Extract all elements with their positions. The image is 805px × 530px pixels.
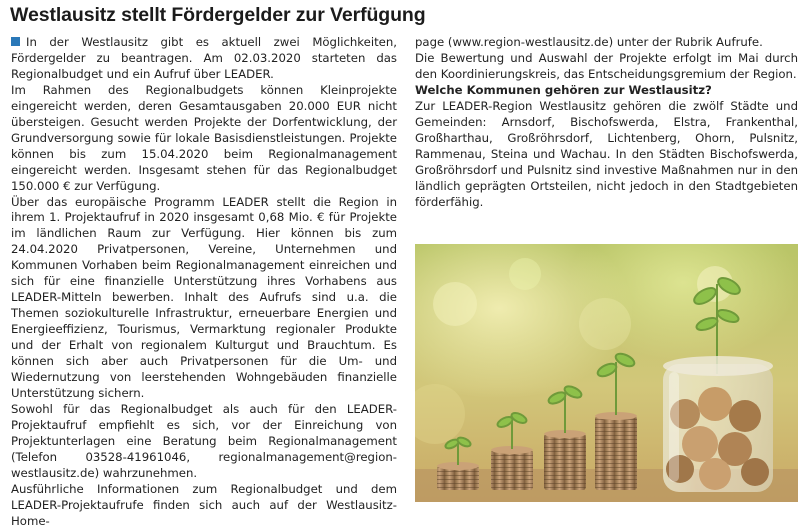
body-paragraph-leader: Über das europäische Programm LEADER stellt die Region in ihrem 1. Projektaufruf in 2020 insgesamt 0,68 Mio. € für Projekte im ländlichen Raum zur Verfügung. Hier können bis zum 24.04.2020 Privatpersonen, Vereine, Unternehmen und Kommunen Vorhaben beim Regionalmanagement einreichen und sich für eine finanzielle Unterstützung ihres Vorhabens aus LEADER-Mitteln bewerben. Inhalt des Aufrufs sind u.a. die Themen soziokulturelle Infrastruktur, erneuerbare Energien und Energieeffizienz, Tourismus, Vermarktung regionaler Produkte und der Erhalt von regionalem Kulturgut und Brauchtum. Es können sich aber auch Privatpersonen für die Um- und Wiedernutzung von leerstehenden Wohngebäuden finanzielle Unterstützung sichern. <box>11 194 397 400</box>
body-paragraph-informationen: Ausführliche Informationen zum Regionalbudget und dem LEADER-Projektaufrufe finden sich auch auf der Westlausitz-Home- <box>11 481 397 528</box>
body-paragraph-regionalbudget: Im Rahmen des Regionalbudgets können Kleinprojekte eingereicht werden, deren Gesamtausgaben 20.000 EUR nicht übersteigen. Gesucht werden Projekte der Dorfentwicklung, der Grundversorgung sowie für lokale Basisdienstleistungen. Projekte können bis zum 15.04.2020 beim Regionalmanagement eingereicht werden. Insgesamt stehen für das Regionalbudget 150.000 € zur Verfügung. <box>11 82 397 193</box>
coin-stack-1 <box>437 462 479 490</box>
article-photo-coin-stacks <box>415 244 798 502</box>
coin-stack-3 <box>544 430 586 490</box>
article-column-right <box>415 35 798 210</box>
body-paragraph-kommunen: Zur LEADER-Region Westlausitz gehören die zwölf Städte und Gemeinden: Arnsdorf, Bischofswerda, Elstra, Frankenthal, Großharthau, Großröhrsdorf, Lichtenberg, Ohorn, Pulsnitz, Rammenau, Steina und Wachau. In den Städten Bischofswerda, Großröhrsdorf und Pulsnitz sind investive Maßnahmen nur in den ländlich geprägten Ortsteilen, nicht jedoch in den Stadtgebieten förderfähig. <box>415 98 798 209</box>
body-paragraph-beratung: Sowohl für das Regionalbudget als auch für den LEADER-Projektaufruf empfiehlt es sich, vor der Einreichung von Projektunterlagen eine Beratung beim Regionalmanagement (Telefon 03528-41961046, regionalmanagement@region-westlausitz.de) wahrzunehmen. <box>11 401 397 480</box>
coin-jar <box>663 356 773 492</box>
body-paragraph-bewertung: Die Bewertung und Auswahl der Projekte erfolgt im Mai durch den Koordinierungskreis, das Entscheidungsgremium der Region. <box>415 50 798 81</box>
coin-stack-4 <box>595 412 637 490</box>
lead-square-marker <box>11 37 20 46</box>
coin-stack-2 <box>491 446 533 490</box>
article-column-left <box>11 35 397 530</box>
coin-stacks-illustration <box>415 244 798 502</box>
subheading: Welche Kommunen gehören zur Westlausitz? <box>415 82 712 97</box>
lead-paragraph <box>11 35 397 83</box>
lead-paragraph-text: In der Westlausitz gibt es aktuell zwei Möglichkeiten, Fördergelder zu beantragen. Am 02.03.2020 starteten das Regionalbudget und ein Aufruf über LEADER. <box>11 35 397 81</box>
article-title: Westlausitz stellt Fördergelder zur Verfügung <box>10 4 426 26</box>
body-paragraph-homepage: page (www.region-westlausitz.de) unter der Rubrik Aufrufe. <box>415 35 763 49</box>
